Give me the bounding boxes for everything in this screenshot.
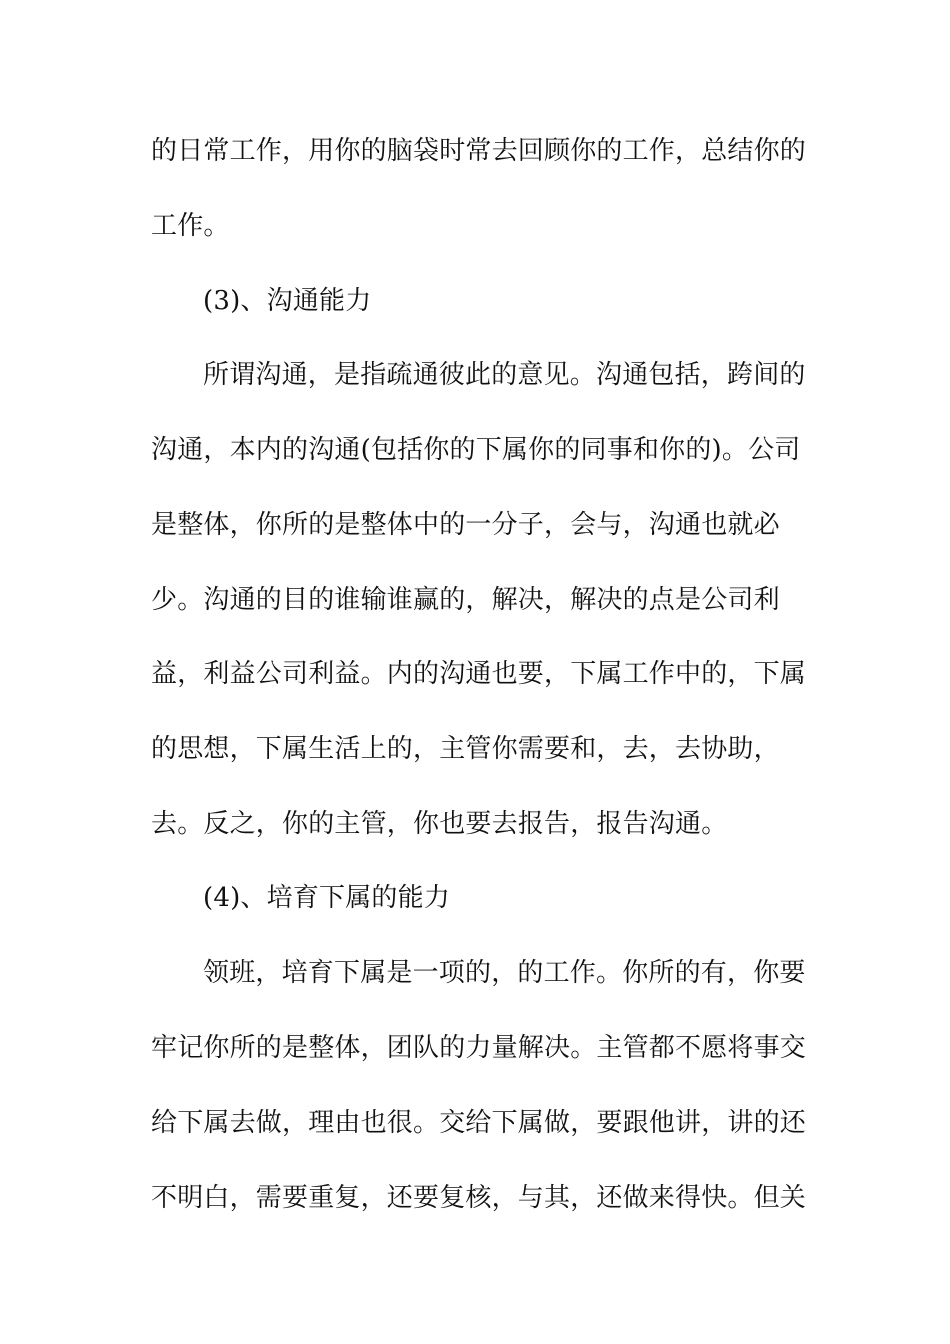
body-text-line: 领班，培育下属是一项的，的工作。你所的有，你要 [203, 958, 806, 988]
body-text-line: 的思想，下属生活上的，主管你需要和，去，去协助， [151, 734, 780, 764]
body-text-line: 牢记你所的是整体，团队的力量解决。主管都不愿将事交 [151, 1033, 807, 1063]
body-text-line: 益，利益公司利益。内的沟通也要，下属工作中的，下属 [151, 659, 807, 689]
body-text-line: 不明白，需要重复，还要复核，与其，还做来得快。但关 [151, 1183, 807, 1213]
body-text-line: 沟通，本内的沟通(包括你的下属你的同事和你的)。公司 [151, 435, 801, 465]
body-text-line: 是整体，你所的是整体中的一分子，会与，沟通也就必 [151, 510, 780, 540]
body-text-line: 少。沟通的目的谁输谁赢的，解决，解决的点是公司利 [151, 585, 780, 615]
section-heading-training: (4)、培育下属的能力 [203, 883, 451, 913]
body-text-line: 去。反之，你的主管，你也要去报告，报告沟通。 [151, 809, 728, 839]
body-text-line: 给下属去做，理由也很。交给下属做，要跟他讲，讲的还 [151, 1108, 807, 1138]
body-text-line: 工作。 [151, 211, 230, 241]
body-text-line: 的日常工作，用你的脑袋时常去回顾你的工作，总结你的 [151, 136, 807, 166]
body-text-line: 所谓沟通，是指疏通彼此的意见。沟通包括，跨间的 [203, 360, 806, 390]
section-heading-communication: (3)、沟通能力 [203, 286, 372, 316]
